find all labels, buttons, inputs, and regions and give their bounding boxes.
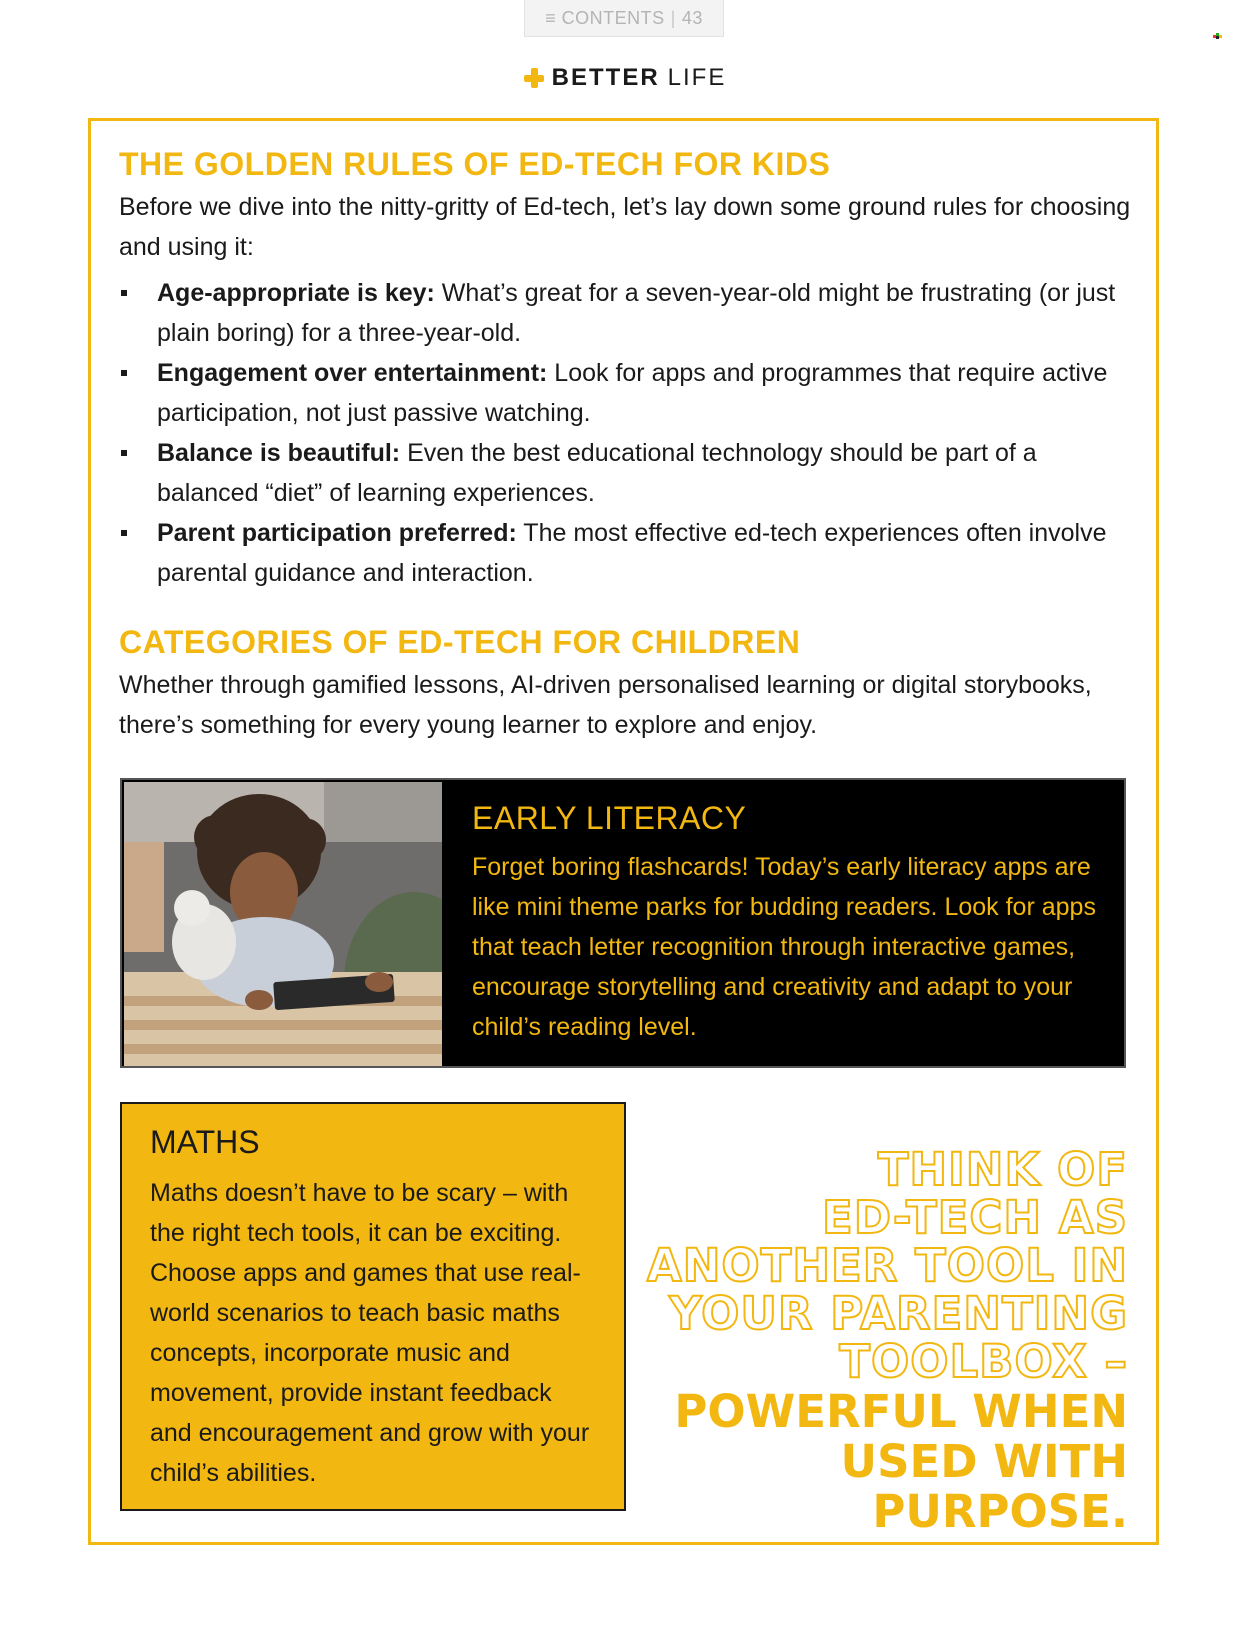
- section-header: [0, 64, 1250, 92]
- early-literacy-box: [120, 778, 1126, 1068]
- rule-text: Even the best educational technology should be part of a balanced “diet” of learning experiences.: [157, 439, 1037, 507]
- contents-tab[interactable]: [524, 0, 724, 37]
- maths-box: [120, 1102, 626, 1511]
- list-item: [119, 513, 1139, 593]
- pull-quote: [638, 1143, 1128, 1538]
- rule-lead: Age-appropriate is key:: [157, 279, 435, 307]
- section-label: LIFE: [667, 64, 727, 91]
- bullet-icon: [121, 290, 127, 296]
- golden-rules-list: [119, 273, 1139, 593]
- nav-separator: |: [670, 7, 676, 28]
- golden-rules-title: THE GOLDEN RULES OF ED-TECH FOR KIDS: [119, 146, 831, 182]
- categories-intro: Whether through gamified lessons, AI-driven personalised learning or digital storybooks, there’s something for every young learner to explore and enjoy.: [119, 671, 1092, 739]
- child-with-tablet-photo: [124, 782, 442, 1066]
- bullet-icon: [121, 530, 127, 536]
- pull-quote-solid-line: PURPOSE.: [872, 1485, 1128, 1538]
- rule-lead: Parent participation preferred:: [157, 519, 517, 547]
- bullet-icon: [121, 370, 127, 376]
- list-item: [119, 433, 1139, 513]
- rule-text: What’s great for a seven-year-old might be frustrating (or just plain boring) for a three-year-old.: [157, 279, 1116, 347]
- pull-quote-outline-line: TOOLBOX –: [839, 1335, 1128, 1388]
- golden-rules-intro: Before we dive into the nitty-gritty of Ed-tech, let’s lay down some ground rules for choosing and using it:: [119, 193, 1131, 261]
- categories-title: CATEGORIES OF ED-TECH FOR CHILDREN: [119, 624, 801, 660]
- plus-icon: [524, 68, 544, 88]
- section-label-bold: BETTER: [551, 64, 660, 91]
- registration-mark-icon: [1213, 33, 1222, 40]
- contents-link[interactable]: ≡ CONTENTS: [545, 7, 665, 28]
- early-literacy-title: EARLY LITERACY: [472, 800, 747, 836]
- rule-lead: Balance is beautiful:: [157, 439, 401, 467]
- maths-body: Maths doesn’t have to be scary – with the right tech tools, it can be exciting. Choose apps and games that use real-world scenarios to teach basic maths concepts, incorporate music and movement, provide instant feedback and encouragement and grow with your child’s abilities.: [150, 1179, 590, 1487]
- list-item: [119, 353, 1139, 433]
- photo-illustration: [124, 782, 442, 1066]
- early-literacy-content: [472, 800, 1112, 1047]
- pull-quote-outline-line: THINK OF: [877, 1143, 1128, 1196]
- rule-lead: Engagement over entertainment:: [157, 359, 548, 387]
- maths-title: MATHS: [150, 1124, 260, 1160]
- list-item: [119, 273, 1139, 353]
- pull-quote-outline-line: YOUR PARENTING: [669, 1287, 1128, 1340]
- early-literacy-body: Forget boring flashcards! Today’s early literacy apps are like mini theme parks for budding readers. Look for apps that teach letter recognition through interactive games, encourage storytelling and creativity and adapt to your child’s reading level.: [472, 853, 1096, 1041]
- rule-text: Look for apps and programmes that require active participation, not just passive watching.: [157, 359, 1108, 427]
- pull-quote-solid-line: POWERFUL WHEN: [674, 1385, 1128, 1438]
- bullet-icon: [121, 450, 127, 456]
- pull-quote-outline-line: ED-TECH AS: [821, 1191, 1128, 1244]
- pull-quote-outline-line: ANOTHER TOOL IN: [646, 1239, 1128, 1292]
- page-number: 43: [681, 7, 703, 28]
- rule-text: The most effective ed-tech experiences often involve parental guidance and interaction.: [157, 519, 1107, 587]
- pull-quote-solid-line: USED WITH: [840, 1435, 1128, 1488]
